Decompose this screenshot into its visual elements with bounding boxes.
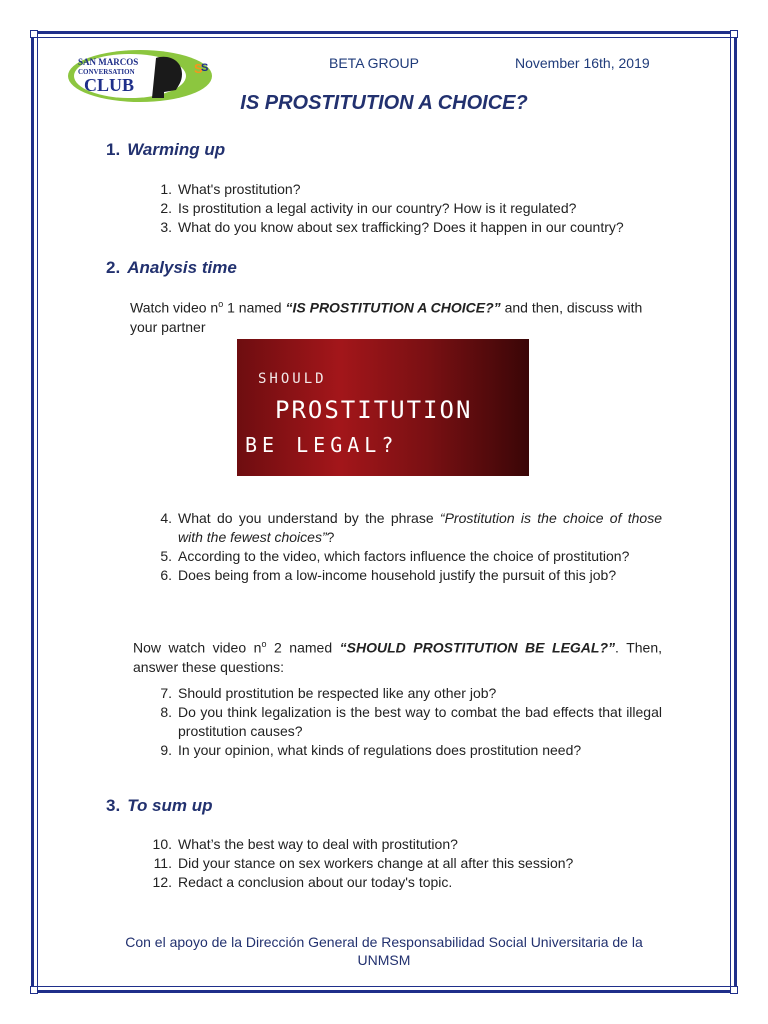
svg-text:S: S — [201, 62, 209, 74]
sum-up-list — [150, 835, 670, 892]
analysis-list-2 — [150, 684, 662, 760]
page-title: IS PROSTITUTION A CHOICE? — [240, 92, 528, 114]
section-heading: 2. Analysis time — [106, 258, 237, 277]
frame-corner — [30, 30, 38, 38]
warming-up-list — [150, 180, 670, 237]
group-label: BETA GROUP — [329, 55, 419, 71]
frame-corner — [30, 986, 38, 994]
video-text-line-2: PROSTITUTION — [275, 396, 473, 424]
video-1-instruction: Watch video $n^o$ 1 named “IS PROSTITUTION A CHOICE?” and then, discuss with your partner — [130, 299, 643, 335]
frame-corner — [730, 30, 738, 38]
list-item: 2. Is prostitution a legal activity in our country? How is it regulated? — [160, 200, 577, 216]
logo-line-1: SAN MARCOS — [78, 57, 139, 67]
list-item: 4. What do you understand by the phrase “Prostitution is the choice of those with the fewest choices”? — [160, 510, 662, 545]
list-item: 12. Redact a conclusion about our today's topic. — [152, 874, 453, 890]
list-item: 11. Did your stance on sex workers change at all after this session? — [153, 855, 574, 871]
section-heading: 1. Warming up — [106, 140, 226, 159]
list-item: 3. What do you know about sex trafficking? Does it happen in our country? — [160, 219, 624, 235]
video-thumbnail — [237, 339, 529, 476]
list-item: 7. Should prostitution be respected like any other job? — [160, 685, 497, 701]
svg-text:S: S — [194, 61, 203, 76]
list-item: 6. Does being from a low-income household justify the pursuit of this job? — [160, 567, 617, 583]
date-label: November 16th, 2019 — [515, 55, 650, 71]
frame-corner — [730, 986, 738, 994]
list-item: 5. According to the video, which factors influence the choice of prostitution? — [160, 548, 630, 564]
list-item: 1. What's prostitution? — [160, 181, 301, 197]
analysis-list-1 — [150, 509, 662, 585]
footer-credit: Con el apoyo de la Dirección General de Responsabilidad Social Universitaria de la UNMSM — [125, 934, 643, 968]
list-item: 8. Do you think legalization is the best way to combat the bad effects that illegal prostitution causes? — [160, 704, 662, 739]
list-item: 9. In your opinion, what kinds of regulations does prostitution need? — [160, 742, 582, 758]
video-text-line-3: BE LEGAL? — [245, 433, 399, 457]
logo-line-2: CONVERSATION — [78, 68, 135, 76]
list-item: 10. What’s the best way to deal with prostitution? — [152, 836, 458, 852]
video-2-instruction: Now watch video $n^o$ 2 named “SHOULD PROSTITUTION BE LEGAL?”. Then, answer these questions: — [133, 639, 662, 675]
video-text-line-1: SHOULD — [258, 371, 327, 387]
section-heading: 3. To sum up — [106, 796, 213, 815]
logo-line-3: CLUB — [84, 75, 135, 95]
